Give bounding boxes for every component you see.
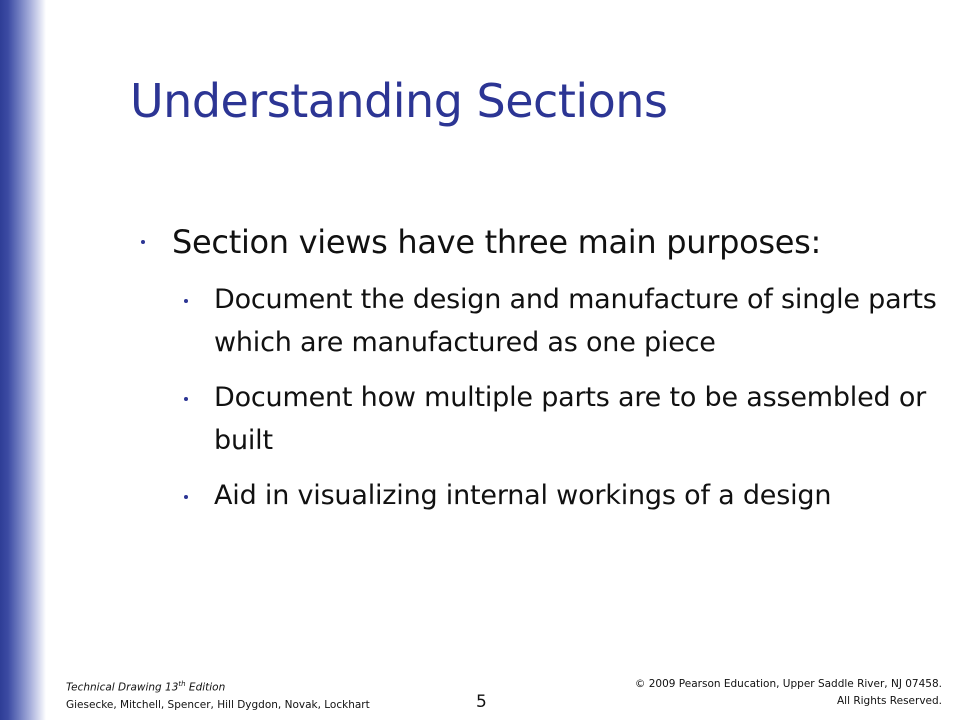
main-bullet [130, 218, 950, 266]
book-authors: Giesecke, Mitchell, Spencer, Hill Dygdon, Novak, Lockhart [66, 698, 370, 711]
slide-title: Understanding Sections [130, 74, 668, 128]
book-title [66, 676, 370, 697]
bullet-dot-icon [184, 299, 188, 303]
book-title-superscript: th [178, 680, 186, 688]
book-title-text: Technical Drawing 13 [66, 681, 179, 694]
footer-book-info [66, 676, 370, 714]
copyright-line-2: All Rights Reserved. [836, 695, 942, 707]
bullet-list [130, 218, 950, 266]
sub-bullet-item [130, 474, 950, 517]
book-title-edition: Edition [185, 681, 226, 694]
main-bullet-text: Section views have three main purposes: [172, 223, 821, 261]
copyright-line-1: © 2009 Pearson Education, Upper Saddle River, NJ 07458. [634, 678, 942, 690]
sub-bullet-text: Document how multiple parts are to be assembled or built [214, 382, 927, 456]
bullet-dot-icon [184, 397, 188, 401]
left-gradient-stripe [0, 0, 46, 720]
bullet-dot-icon [184, 495, 188, 499]
sub-bullet-list [130, 278, 950, 529]
sub-bullet-item [130, 278, 950, 364]
sub-bullet-text: Aid in visualizing internal workings of a design [214, 480, 832, 511]
page-number: 5 [476, 692, 487, 712]
sub-bullet-text: Document the design and manufacture of single parts which are manufactured as one piece [214, 284, 937, 358]
bullet-dot-icon [141, 240, 145, 244]
sub-bullet-item [130, 376, 950, 462]
footer-copyright [635, 676, 942, 710]
